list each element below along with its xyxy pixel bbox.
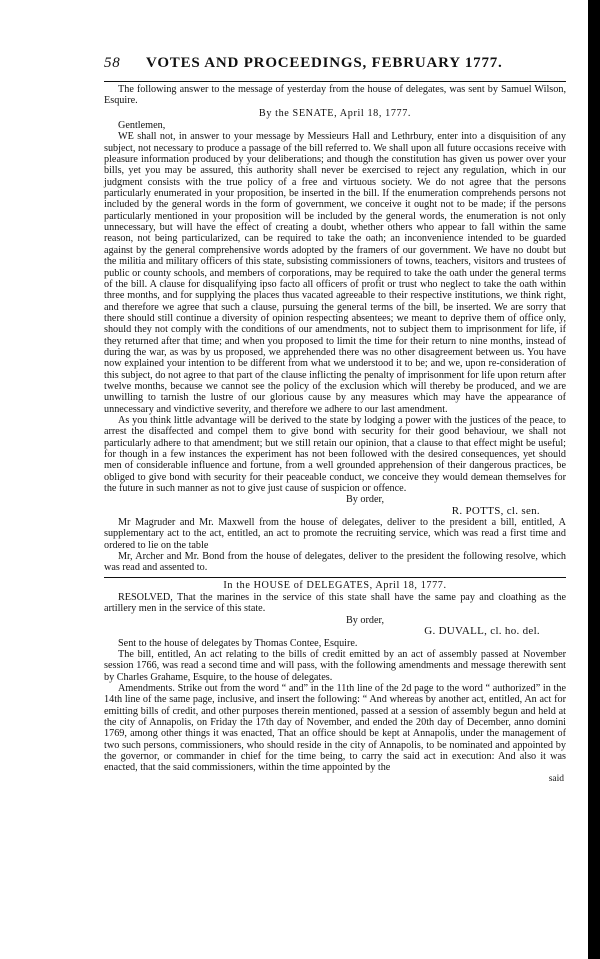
amendments-paragraph: Amendments. Strike out from the word “ and” in the 11th line of the 2d page to the word “ authorized” in the 14th line of the same page, inclusive, and insert the following: “ And whereas by another act, entitled, An act for emitting bills of credit, and other purposes therein mentioned, passed at a session of assembly begun and held at the city of Annapolis, on Friday the 17th day of November, and ended the 20th day of December, anno domini 1769, among other things it was enacted, That an office should be kept at Annapolis, under the management of two such persons, commissioners, who should reside in the city of Annapolis, to be nominated and appointed by the governor, or commander in chief for the time being, to carry the said act in execution: And also it was enacted, that the said commissioners, within the time appointed by the [104,682,566,774]
by-order-1: By order, [345,494,385,506]
senate-message-body-2: As you think little advantage will be derived to the state by lodging a power with the justices of the peace, to arrest the disaffected and compel them to give bond with security for their good behaviour, we shall not particularly adhere to that amendment; but we still retain our opinion, that a clause to that effect might be useful; for though in a few instances the experiment has not been followed with the desired consequences, yet should men of considerable influence and fortune, from a well grounded apprehension of their dangerous practices, be obliged to give bond with security for their peaceable conduct, we conceive they would demean themselves for the future in such manner as not to give just cause of suspicion or offence. [104,414,566,495]
archer-paragraph: Mr, Archer and Mr. Bond from the house of delegates, deliver to the president the following resolve, which was read and assented to. [104,551,566,574]
intro-paragraph: The following answer to the message of yesterday from the house of delegates, was sent by Samuel Wilson, Esquire. [104,84,566,107]
senate-heading: By the SENATE, April 18, 1777. [258,107,412,119]
senate-message-body: WE shall not, in answer to your message by Messieurs Hall and Lethrbury, enter into a disquisition of any subject, not necessary to produce a passage of the bill referred to. We shall upon all future occasions receive with pleasure information produced by your deliberations; and though the constitution has given us power over your bills, yet you may be assured, this authority shall never be exercised to reject any regulation, which in our judgment consists with the true policy of a free and virtuous society. We do not agree that the persons particularly enumerated in your proposition, be inserted in the bill. If the enumeration comprehends persons not included by the general words in the form of government, we conceive it ought not to be made; if the persons particularly mentioned in your proposition will be included by the general words, the enumeration is not only unnecessary, but will have the effect of creating a doubt, whether others who appear to fall within the same reason, not being particularized, can be required to take the oath; an inconvenience intended to be guarded against by the general comprehensive words adopted by the framers of our government. We have no doubt but the militia and military officers of this state, subsisting commissioners of towns, teachers, visitors and trustees of public or county schools, and members of corporations, may be required to take the oath under the general terms of the bill. A clause for disqualifying ipso facto all officers of profit or trust who neglect to take the oath within three months, and for supplying the places thus vacated agreeable to their respective institutions, we think right, and therefore we agree that such a clause, pursuing the general terms of the bill, be inserted. We are sorry that there should still continue a diversity of opinion respecting absentees; we meant to deprive them of office only, should they not comply with the conditions of our amendments, not to subject them to imprisonment for life, if they returned after that time; and when you proposed to limit the time for their return to nine months, instead of during the war, as was by us proposed, we apprehended there was no other disagreement between us. You have now explained your intention to be different from what we understood it to be; and we, upon re-consideration of this subject, do not agree to that part of the clause inflicting the penalty of imprisonment for life upon return after twelve months, because we cannot see the policy of the exclusion which will thereby be produced, and we are unwilling to tarnish the lustre of our glorious cause by any measures which may have the appearance of unnecessary and vindictive severity, and therefore we adhere to our last amendment. [104,131,566,415]
salutation: Gentlemen, [118,120,166,132]
catchword: said [548,773,564,784]
sent-to-paragraph: Sent to the house of delegates by Thomas Contee, Esquire. [118,637,358,649]
signature-potts: R. POTTS, cl. sen. [451,504,540,517]
signature-duvall: G. DUVALL, cl. ho. del. [424,625,540,638]
header-rule [104,81,566,82]
running-title: VOTES AND PROCEEDINGS, FEBRUARY 1777. [146,55,503,71]
page-text-block [104,55,566,785]
by-order-2: By order, [345,614,385,626]
delegates-heading: In the HOUSE of DELEGATES, April 18, 1777. [223,579,447,591]
page-header [104,55,566,78]
resolved-paragraph: RESOLVED, That the marines in the service of this state shall have the same pay and cloathing as the artillery men in the service of this state. [104,592,566,615]
scan-edge [588,0,600,959]
magruder-paragraph: Mr Magruder and Mr. Maxwell from the house of delegates, deliver to the president a bill, entitled, A supplementary act to the act, entitled, an act to promote the recruiting service, which was read a first time and ordered to lie on the table [104,517,566,551]
bill-paragraph: The bill, entitled, An act relating to the bills of credit emitted by an act of assembly passed at November session 1766, was read a second time and will pass, with the following amendments and message therewith sent by Charles Grahame, Esquire, to the house of delegates. [104,648,566,683]
section-rule [104,577,566,578]
page-number: 58 [104,55,121,71]
